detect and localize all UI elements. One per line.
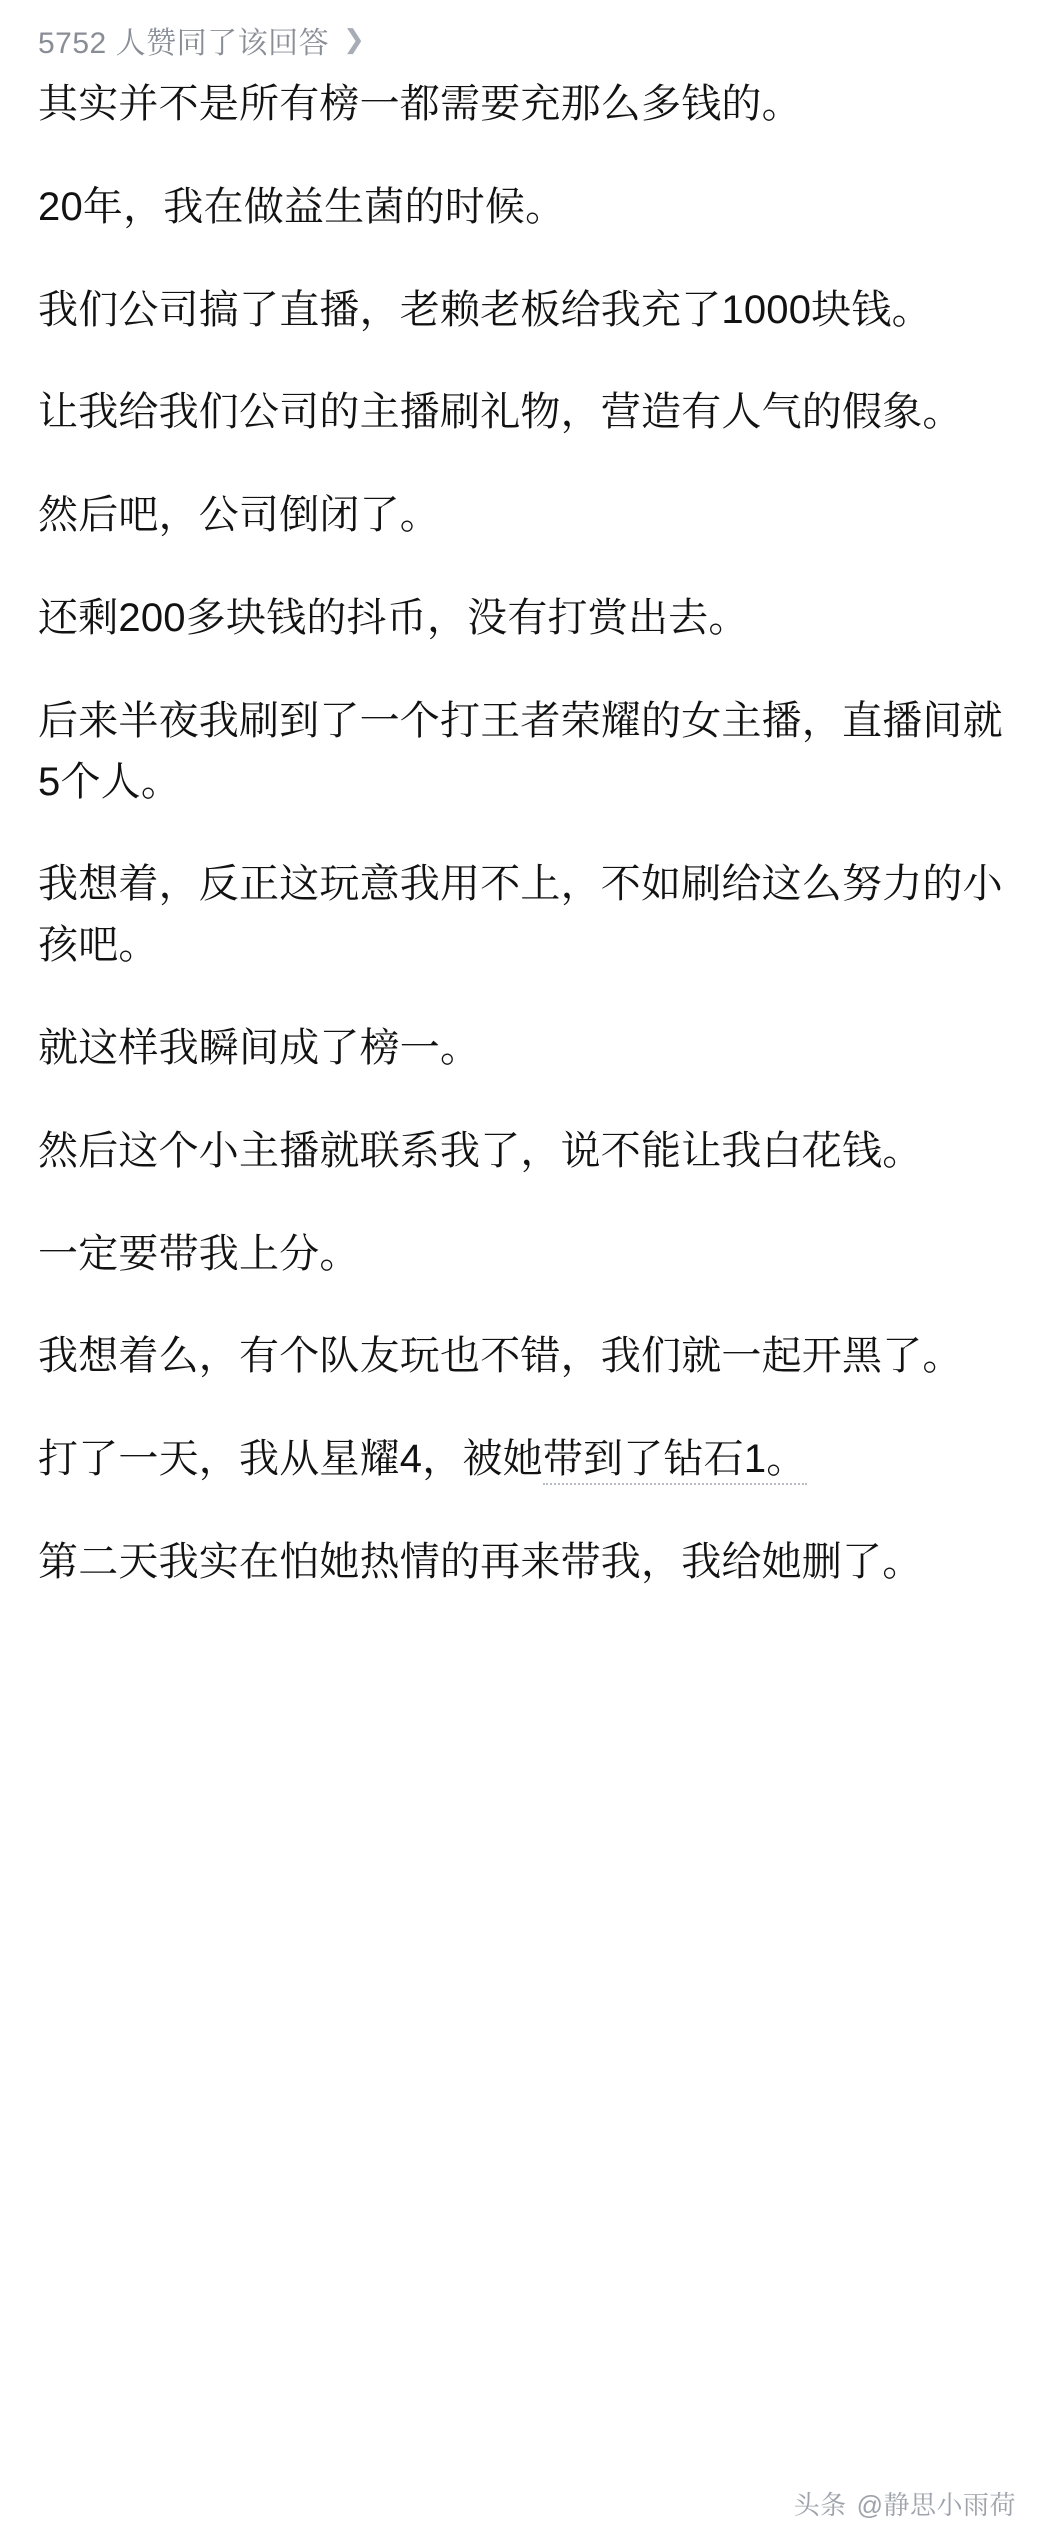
answer-paragraph-with-link [38, 1429, 1012, 1490]
answer-paragraph: 我想着，反正这玩意我用不上，不如刷给这么努力的小孩吧。 [38, 862, 1003, 968]
answer-paragraph: 其实并不是所有榜一都需要充那么多钱的。 [38, 82, 802, 126]
answer-paragraph: 第二天我实在怕她热情的再来带我，我给她删了。 [38, 1539, 923, 1584]
answer-paragraph: 后来半夜我刷到了一个打王者荣耀的女主播，直播间就5个人。 [38, 698, 1003, 804]
vote-bar[interactable] [0, 0, 1050, 70]
chevron-right-icon[interactable]: ❯ [343, 24, 366, 54]
answer-paragraph: 就这样我瞬间成了榜一。 [38, 1025, 481, 1070]
watermark [794, 2485, 1016, 2522]
answer-paragraph: 20年，我在做益生菌的时候。 [38, 184, 566, 229]
answer-paragraph: 我想着么，有个队友玩也不错，我们就一起开黑了。 [38, 1334, 963, 1379]
vote-count-label: 5752 人赞同了该回答 [38, 27, 330, 60]
inline-link[interactable]: 带到了钻石1。 [543, 1437, 807, 1485]
answer-paragraph: 我们公司搞了直播，老赖老板给我充了1000块钱。 [38, 287, 932, 332]
answer-paragraph: 然后这个小主播就联系我了，说不能让我白花钱。 [38, 1128, 923, 1173]
answer-paragraph: 让我给我们公司的主播刷礼物，营造有人气的假象。 [38, 390, 963, 435]
toutiao-logo-icon: 头条 [793, 2490, 847, 2520]
answer-paragraph: 然后吧，公司倒闭了。 [38, 493, 440, 538]
answer-content [0, 70, 1050, 1593]
watermark-author: @静思小雨荷 [856, 2490, 1016, 2520]
answer-paragraph: 一定要带我上分。 [38, 1231, 360, 1276]
answer-paragraph: 还剩200多块钱的抖币，没有打赏出去。 [38, 595, 749, 640]
paragraph-text-prefix: 打了一天，我从星耀4，被她 [38, 1437, 543, 1482]
